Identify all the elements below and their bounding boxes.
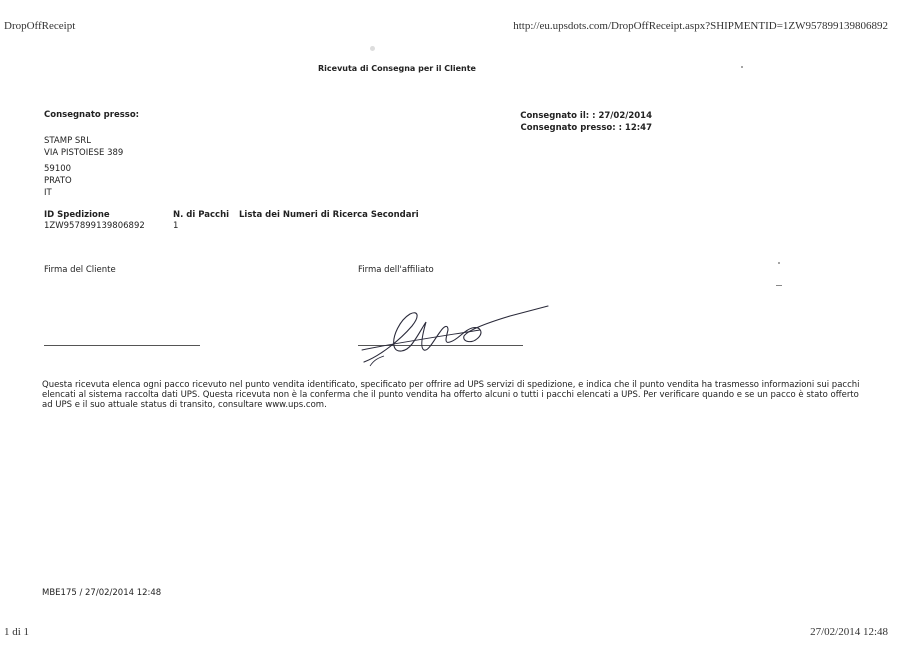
delivered-at-label: Consegnato presso: bbox=[44, 110, 140, 120]
document-title: Ricevuta di Consegna per il Cliente bbox=[318, 64, 476, 73]
scan-speck bbox=[776, 285, 782, 286]
address-line: VIA PISTOIESE 389 bbox=[44, 148, 124, 158]
scan-speck bbox=[778, 262, 780, 264]
print-footer-date: 27/02/2014 12:48 bbox=[810, 626, 888, 638]
packages-value: 1 bbox=[173, 221, 179, 231]
address-block-2 bbox=[44, 163, 72, 199]
scan-speck bbox=[370, 46, 375, 51]
affiliate-signature-label: Firma dell'affiliato bbox=[358, 265, 434, 275]
delivery-date: Consegnato il: : 27/02/2014 bbox=[520, 111, 652, 121]
delivery-date-block bbox=[488, 110, 652, 134]
print-header-title: DropOffReceipt bbox=[4, 20, 76, 32]
city: PRATO bbox=[44, 176, 72, 186]
print-page-number: 1 di 1 bbox=[4, 626, 30, 638]
address-block bbox=[44, 135, 123, 159]
delivery-time: Consegnato presso: : 12:47 bbox=[520, 123, 652, 133]
shipment-id-value: 1ZW957899139806892 bbox=[44, 221, 145, 231]
shipment-id-label: ID Spedizione bbox=[44, 210, 110, 220]
scan-speck bbox=[741, 66, 743, 68]
customer-signature-label: Firma del Cliente bbox=[44, 265, 116, 275]
disclaimer-text: Questa ricevuta elenca ogni pacco ricevuto nel punto vendita identificato, specificato per offrire ad UPS servizi di spedizione, e indica che il punto vendita ha trasmesso informazioni sui pacchi elencati al sistema raccolta dati UPS. Questa ricevuta non è la conferma che il punto vendita ha offerto alcuni o tutti i pacchi elencati a UPS. Per verificare quando e se un pacco è stato offerto ad UPS e il suo attuale status di transito, consultare www.ups.com. bbox=[42, 380, 860, 410]
packages-label: N. di Pacchi bbox=[173, 210, 230, 220]
packages-column bbox=[173, 210, 229, 232]
agent-timestamp: MBE175 / 27/02/2014 12:48 bbox=[42, 588, 162, 598]
address-line: STAMP SRL bbox=[44, 136, 91, 146]
shipment-id-column bbox=[44, 210, 145, 232]
country: IT bbox=[44, 188, 52, 198]
customer-signature-line bbox=[44, 345, 200, 346]
handwritten-signature-icon bbox=[360, 300, 550, 370]
postal-code: 59100 bbox=[44, 164, 72, 174]
secondary-tracking-label: Lista dei Numeri di Ricerca Secondari bbox=[239, 210, 419, 220]
print-header-url: http://eu.upsdots.com/DropOffReceipt.aspx?SHIPMENTID=1ZW957899139806892 bbox=[513, 20, 888, 32]
secondary-tracking-column bbox=[239, 210, 419, 220]
